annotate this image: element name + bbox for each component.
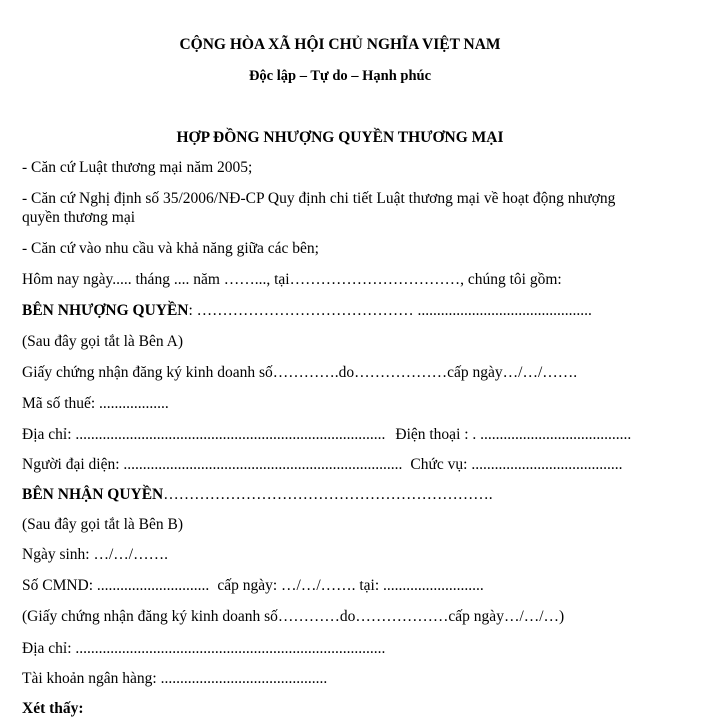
legal-basis-2-cont: quyền thương mại bbox=[22, 209, 136, 226]
considering-heading: Xét thấy: bbox=[22, 700, 84, 717]
party-a-heading: BÊN NHƯỢNG QUYỀN bbox=[22, 302, 189, 319]
party-a-address: Địa chỉ: ................................................................................ bbox=[22, 426, 386, 443]
party-b-bank-account: Tài khoản ngân hàng: ........................................... bbox=[22, 670, 328, 687]
party-a-phone: Điện thoại : . ....................................... bbox=[395, 426, 632, 443]
party-a-address-line bbox=[22, 425, 631, 445]
party-b-birth-date: Ngày sinh: …/…/……. bbox=[22, 546, 168, 563]
party-a-heading-fill: : …………………………………… ............................................. bbox=[188, 302, 592, 319]
party-b-address: Địa chỉ: ................................................................................ bbox=[22, 640, 386, 657]
party-b-id-line bbox=[22, 576, 484, 596]
party-b-heading-fill: ………………………………………………………. bbox=[163, 486, 493, 503]
party-a-alias: (Sau đây gọi tắt là Bên A) bbox=[22, 333, 183, 350]
legal-basis-1: - Căn cứ Luật thương mại năm 2005; bbox=[22, 159, 253, 176]
intro-line: Hôm nay ngày..... tháng .... năm ……..., tại……………………………, chúng tôi gồm: bbox=[22, 271, 562, 288]
party-b-heading: BÊN NHẬN QUYỀN bbox=[22, 486, 164, 503]
party-a-heading-line bbox=[22, 301, 592, 321]
party-b-business-license: (Giấy chứng nhận đăng ký kinh doanh số…………do………………cấp ngày…/…/…) bbox=[22, 608, 565, 625]
legal-basis-3: - Căn cứ vào nhu cầu và khả năng giữa các bên; bbox=[22, 240, 319, 257]
contract-title: HỢP ĐỒNG NHƯỢNG QUYỀN THƯƠNG MẠI bbox=[176, 129, 504, 146]
party-a-tax-code: Mã số thuế: .................. bbox=[22, 395, 169, 412]
national-motto: Độc lập – Tự do – Hạnh phúc bbox=[248, 68, 432, 84]
party-a-representative: Người đại diện: ........................................................................ bbox=[22, 456, 403, 473]
party-a-representative-line bbox=[22, 455, 622, 475]
country-header: CỘNG HÒA XÃ HỘI CHỦ NGHĨA VIỆT NAM bbox=[179, 36, 501, 53]
legal-basis-2: - Căn cứ Nghị định số 35/2006/NĐ-CP Quy định chi tiết Luật thương mại về hoạt động nhượng bbox=[22, 190, 616, 207]
party-b-alias: (Sau đây gọi tắt là Bên B) bbox=[22, 516, 183, 533]
party-b-id-issue: cấp ngày: …/…/……. tại: .......................... bbox=[217, 577, 484, 594]
party-a-business-license: Giấy chứng nhận đăng ký kinh doanh số………….do………………cấp ngày…/…/……. bbox=[22, 364, 578, 381]
party-b-id-card: Số CMND: ............................. bbox=[22, 577, 210, 594]
party-a-position: Chức vụ: ....................................... bbox=[410, 456, 623, 473]
party-b-heading-line bbox=[22, 485, 493, 505]
